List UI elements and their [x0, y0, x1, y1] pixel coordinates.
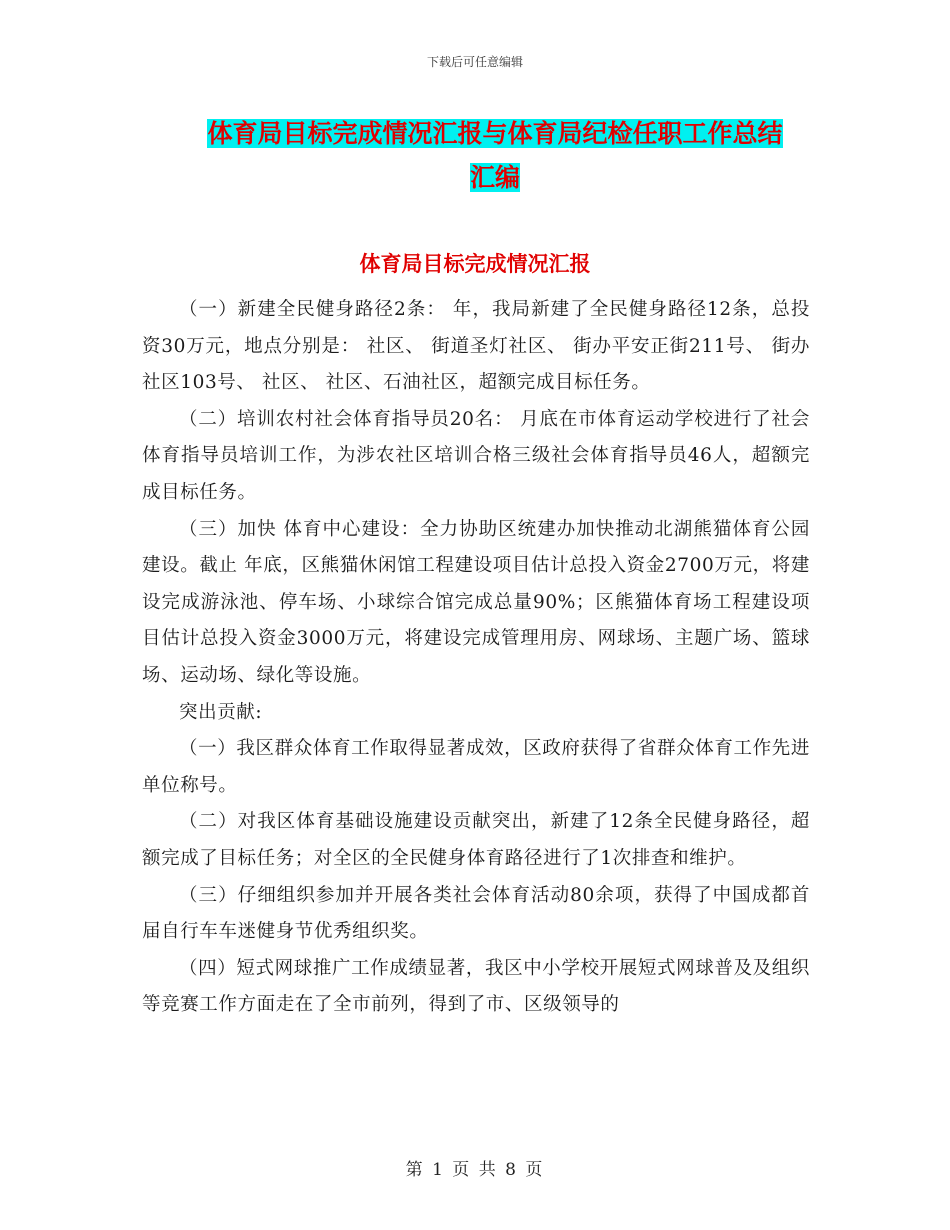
- paragraph: 突出贡献:: [179, 701, 263, 723]
- document-title-line-1: 体育局目标完成情况汇报与体育局纪检任职工作总结: [207, 119, 783, 148]
- document-body: [142, 292, 810, 1024]
- paragraph: （二）培训农村社会体育指导员20名： 月底在市体育运动学校进行了社会体育指导员培训工作，为涉农社区培训合格三级社会体育指导员46人，超额完成目标任务。: [142, 408, 810, 503]
- document-title: [150, 112, 840, 200]
- paragraph: （三）加快 体育中心建设：全力协助区统建办加快推动北湖熊猫体育公园建设。截止 年底，区熊猫休闲馆工程建设项目估计总投入资金2700万元，将建设完成游泳池、停车场、小球综合馆完成总量90%；区熊猫体育场工程建设项目估计总投入资金3000万元，将建设完成管理用房、网球场、主题广场、篮球场、运动场、绿化等设施。: [142, 518, 810, 686]
- section-title: 体育局目标完成情况汇报: [359, 252, 591, 276]
- page-number: 第 1 页 共 8 页: [405, 1160, 545, 1180]
- document-title-line-2: 汇编: [469, 163, 520, 192]
- paragraph: （三）仔细组织参加并开展各类社会体育活动80余项，获得了中国成都首届自行车车迷健身节优秀组织奖。: [142, 884, 810, 943]
- header-note: 下载后可任意编辑: [426, 55, 523, 69]
- paragraph: （一）新建全民健身路径2条： 年，我局新建了全民健身路径12条，总投资30万元，地点分别是： 社区、 街道圣灯社区、 街办平安正街211号、 街办 社区103号、 社区、 社区、石油社区，超额完成目标任务。: [142, 299, 810, 394]
- paragraph: （四）短式网球推广工作成绩显著，我区中小学校开展短式网球普及及组织等竞赛工作方面走在了全市前列，得到了市、区级领导的: [142, 957, 810, 1016]
- paragraph: （二）对我区体育基础设施建设贡献突出，新建了12条全民健身路径，超额完成了目标任务；对全区的全民健身体育路径进行了1次排查和维护。: [142, 811, 810, 869]
- paragraph: （一）我区群众体育工作取得显著成效，区政府获得了省群众体育工作先进单位称号。: [142, 738, 810, 796]
